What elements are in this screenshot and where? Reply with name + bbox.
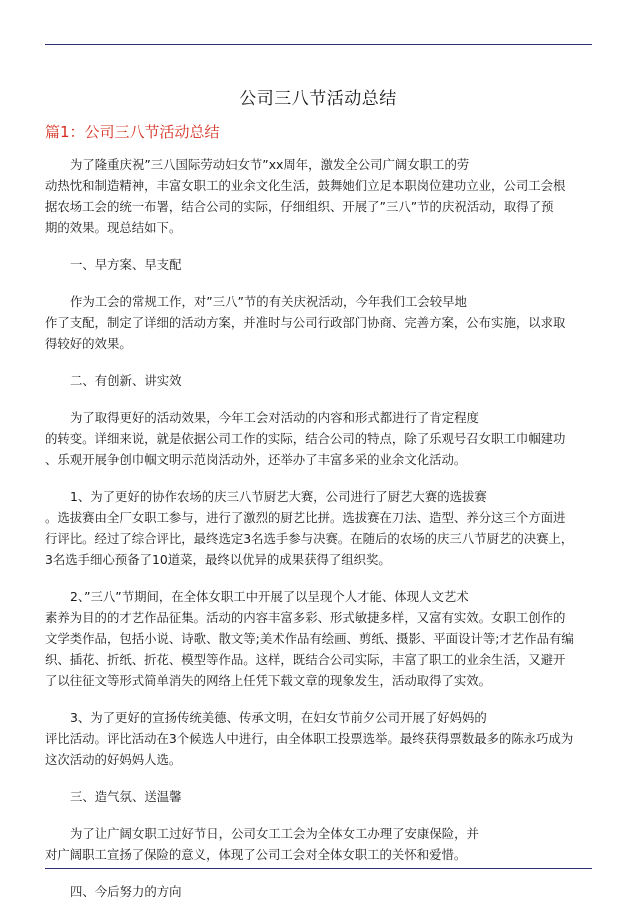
paragraph bbox=[45, 486, 592, 570]
paragraph bbox=[45, 291, 592, 354]
paragraph-line: 。选拔赛由全厂女职工参与，进行了激烈的厨艺比拼。选拔赛在刀法、造型、养分这三个方面进 bbox=[45, 510, 566, 525]
paragraph-line: 行评比。经过了综合评比，最终选定3名选手参与决赛。在随后的农场的庆三八节厨艺的决赛上， bbox=[45, 531, 574, 546]
top-rule bbox=[45, 44, 592, 45]
paragraph-line: 据农场工会的统一布署，结合公司的实际，仔细组织、开展了”三八”节的庆祝活动，取得了预 bbox=[45, 199, 554, 214]
paragraph bbox=[45, 823, 592, 865]
paragraph bbox=[45, 707, 592, 770]
section-heading: 四、今后努力的方向 bbox=[70, 884, 182, 899]
paragraph-line: 2、”三八”节期间，在全体女职工中开展了以呈现个人才能、体现人文艺术 bbox=[70, 589, 469, 604]
paragraph-line: 了以往征文等形式简单消失的网络上任凭下载文章的现象发生，活动取得了实效。 bbox=[45, 673, 492, 688]
paragraph-line: 作了支配，制定了详细的活动方案，并准时与公司行政部门协商、完善方案，公布实施，以求取 bbox=[45, 315, 566, 330]
paragraph-line: 织、插花、折纸、折花、模型等作品。这样，既结合公司实际，丰富了职工的业余生活，又避开 bbox=[45, 652, 566, 667]
paragraph-line: 为了取得更好的活动效果，今年工会对活动的内容和形式都进行了肯定程度 bbox=[70, 410, 479, 425]
paragraph-line: 的转变。详细来说，就是依据公司工作的实际，结合公司的特点，除了乐观号召女职工巾帼建功 bbox=[45, 431, 566, 446]
paragraph-line: 期的效果。现总结如下。 bbox=[45, 220, 182, 235]
paragraph-line: 3、为了更好的宣扬传统美德、传承文明，在妇女节前夕公司开展了好妈妈的 bbox=[70, 710, 487, 725]
document-title: 公司三八节活动总结 bbox=[239, 89, 397, 109]
section-heading: 二、有创新、讲实效 bbox=[70, 373, 182, 388]
paragraph-line: 为了隆重庆祝”三八国际劳动妇女节”xx周年，激发全公司广阔女职工的劳 bbox=[70, 157, 470, 172]
paragraph-line: 得较好的效果。 bbox=[45, 336, 132, 351]
paragraph-line: 文学类作品，包括小说、诗歌、散文等;美术作品有绘画、剪纸、摄影、平面设计等;才艺作品有编 bbox=[45, 631, 574, 646]
paragraph bbox=[45, 154, 592, 238]
paragraph-line: 1、为了更好的协作农场的庆三八节厨艺大赛，公司进行了厨艺大赛的选拔赛 bbox=[70, 489, 487, 504]
paragraph-line: 素养为目的的才艺作品征集。活动的内容丰富多彩、形式敏捷多样，又富有实效。女职工创作的 bbox=[45, 610, 566, 625]
bottom-rule bbox=[45, 868, 592, 869]
paragraph bbox=[45, 586, 592, 691]
paragraph bbox=[45, 407, 592, 470]
paragraph-line: 这次活动的好妈妈人选。 bbox=[45, 752, 182, 767]
paragraph-line: 作为工会的常规工作，对”三八”节的有关庆祝活动，今年我们工会较早地 bbox=[70, 294, 467, 309]
paragraph-line: 3名选手细心预备了10道菜，最终以优异的成果获得了组织奖。 bbox=[45, 552, 391, 567]
document-body bbox=[45, 154, 592, 918]
section-subtitle: 篇1：公司三八节活动总结 bbox=[45, 123, 220, 141]
paragraph-line: 、乐观开展争创巾帼文明示范岗活动外，还举办了丰富多采的业余文化活动。 bbox=[45, 452, 467, 467]
paragraph-line: 动热忱和制造精神，丰富女职工的业余文化生活，鼓舞她们立足本职岗位建功立业，公司工会根 bbox=[45, 178, 566, 193]
paragraph-line: 评比活动。评比活动在3个候选人中进行，由全体职工投票选举。最终获得票数最多的陈永巧成为 bbox=[45, 731, 574, 746]
section-heading: 一、早方案、早支配 bbox=[70, 257, 182, 272]
paragraph-line: 为了让广阔女职工过好节日，公司女工工会为全体女工办理了安康保险，并 bbox=[70, 826, 479, 841]
paragraph-line: 对广阔职工宣扬了保险的意义，体现了公司工会对全体女职工的关怀和爱惜。 bbox=[45, 847, 467, 862]
section-heading: 三、造气氛、送温馨 bbox=[70, 789, 182, 804]
